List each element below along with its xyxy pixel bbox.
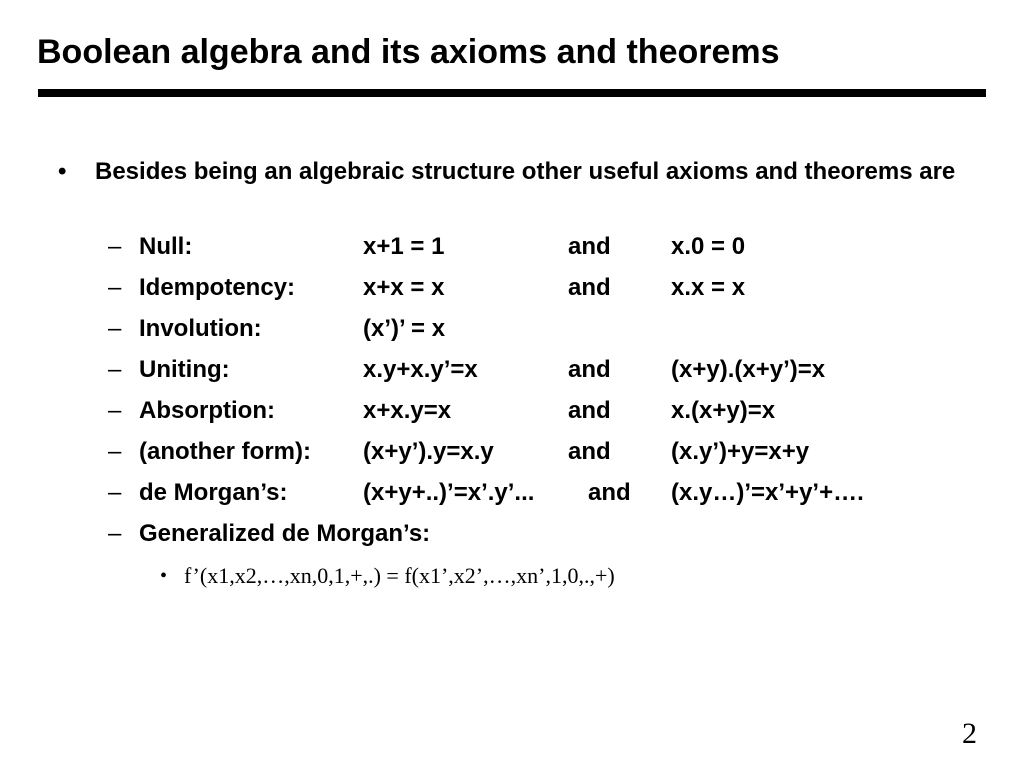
axiom-name: Uniting:: [139, 356, 230, 383]
page-number: 2: [962, 717, 977, 750]
dash-marker: –: [108, 356, 122, 383]
axiom-right-expression: (x+y).(x+y’)=x: [671, 356, 826, 383]
axiom-row-null: [0, 229, 1024, 265]
axiom-name: Absorption:: [139, 397, 275, 424]
axiom-left-expression: x.y+x.y’=x: [363, 356, 478, 383]
axiom-conjunction: and: [588, 479, 631, 506]
axiom-right-expression: x.x = x: [671, 274, 746, 301]
slide-title: Boolean algebra and its axioms and theorems: [37, 33, 780, 71]
axiom-row-involution: [0, 311, 1024, 347]
dash-marker: –: [108, 233, 122, 260]
dash-marker: –: [108, 479, 122, 506]
dash-marker: –: [108, 397, 122, 424]
bullet-marker: •: [58, 158, 67, 185]
dash-marker: –: [108, 520, 122, 547]
axiom-conjunction: and: [568, 274, 611, 301]
axiom-row-de-morgan: [0, 475, 1024, 511]
axiom-left-expression: (x’)’ = x: [363, 315, 446, 342]
dash-marker: –: [108, 438, 122, 465]
axiom-conjunction: and: [568, 438, 611, 465]
axiom-conjunction: and: [568, 233, 611, 260]
intro-bullet-text: Besides being an algebraic structure other useful axioms and theorems are: [95, 158, 956, 185]
dash-marker: –: [108, 274, 122, 301]
dash-marker: –: [108, 315, 122, 342]
axiom-name: Idempotency:: [139, 274, 296, 301]
axiom-left-expression: (x+y+..)’=x’.y’...: [363, 479, 535, 506]
axiom-row-another-form: [0, 434, 1024, 470]
axiom-left-expression: x+x = x: [363, 274, 445, 301]
sub-bullet-marker: •: [160, 565, 168, 587]
generalized-formula: f’(x1,x2,…,xn,0,1,+,.) = f(x1’,x2’,…,xn’,1,0,.,+): [184, 563, 615, 588]
axiom-row-generalized-de-morgan: [0, 516, 1024, 552]
axiom-right-expression: (x.y’)+y=x+y: [671, 438, 810, 465]
axiom-name: Null:: [139, 233, 193, 260]
axiom-right-expression: x.(x+y)=x: [671, 397, 776, 424]
title-underline: [38, 89, 986, 97]
axiom-left-expression: x+x.y=x: [363, 397, 452, 424]
axiom-right-expression: x.0 = 0: [671, 233, 746, 260]
axiom-row-uniting: [0, 352, 1024, 388]
axiom-name: de Morgan’s:: [139, 479, 288, 506]
axiom-row-idempotency: [0, 270, 1024, 306]
axiom-name: Generalized de Morgan’s:: [139, 520, 431, 547]
axiom-conjunction: and: [568, 397, 611, 424]
axiom-right-expression: (x.y…)’=x’+y’+….: [671, 479, 864, 506]
axiom-name: (another form):: [139, 438, 311, 465]
axiom-left-expression: (x+y’).y=x.y: [363, 438, 494, 465]
axiom-conjunction: and: [568, 356, 611, 383]
axiom-name: Involution:: [139, 315, 262, 342]
axiom-row-absorption: [0, 393, 1024, 429]
axiom-left-expression: x+1 = 1: [363, 233, 445, 260]
